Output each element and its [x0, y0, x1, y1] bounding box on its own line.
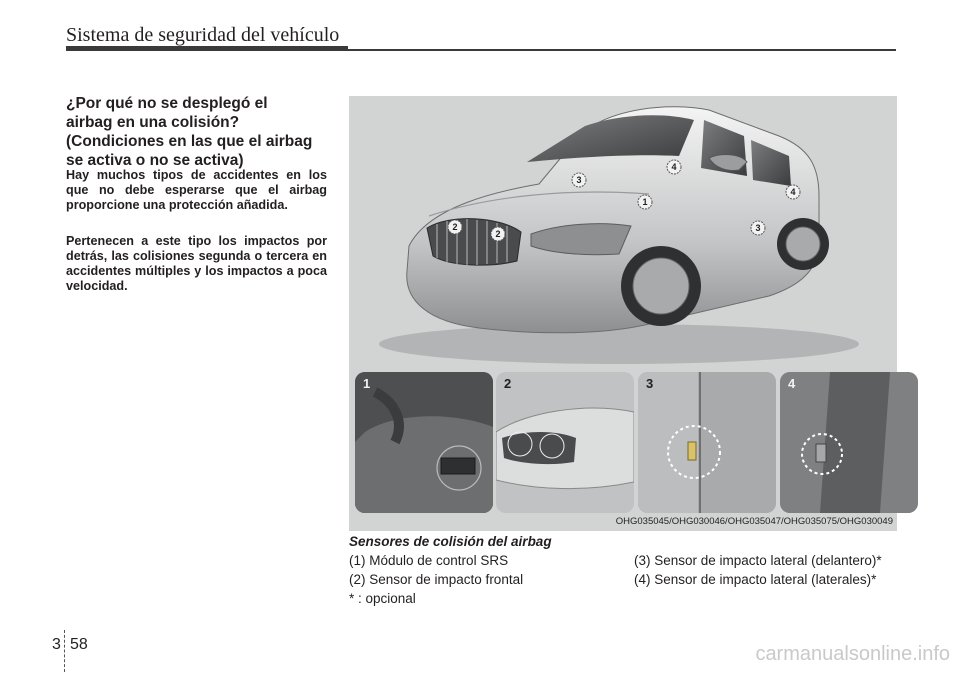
- caption-item-2: (2) Sensor de impacto frontal: [349, 572, 524, 587]
- detail-number-1: 1: [363, 376, 371, 391]
- section-heading: [66, 94, 336, 170]
- figure-code: OHG035045/OHG030046/OHG035047/OHG035075/OHG030049: [615, 516, 893, 527]
- detail-front-sensor: [496, 372, 634, 513]
- caption-item-4: (4) Sensor de impacto lateral (laterales)*: [634, 572, 877, 587]
- car-marker-3a: 3: [576, 175, 582, 185]
- detail-srs-module: [355, 372, 493, 513]
- detail-side-sensor-lateral: [780, 372, 918, 513]
- page-number: 58: [70, 636, 88, 653]
- header-rule-thin: [348, 49, 896, 51]
- car-marker-2a: 2: [452, 222, 458, 232]
- srs-module-illustration: [355, 372, 493, 513]
- heading-line-4: se activa o no se activa): [66, 152, 244, 169]
- header-rule-thick: [66, 46, 348, 51]
- watermark: carmanualsonline.info: [755, 643, 950, 665]
- side-sensor-front-illustration: [638, 372, 776, 513]
- detail-number-3: 3: [646, 376, 654, 391]
- caption-title: Sensores de colisión del airbag: [349, 534, 552, 549]
- detail-side-sensor-front: [638, 372, 776, 513]
- paragraph-impacts: Pertenecen a este tipo los impactos por detrás, las colisiones segunda o tercera en accidentes múltiples y los impactos a poca velocidad.: [66, 234, 327, 293]
- page-number-divider: [64, 630, 65, 672]
- airbag-sensors-figure: [349, 96, 897, 531]
- car-marker-3b: 3: [755, 223, 761, 233]
- chapter-number: 3: [52, 636, 61, 653]
- detail-number-2: 2: [504, 376, 512, 391]
- caption-item-3: (3) Sensor de impacto lateral (delantero)*: [634, 553, 882, 568]
- paragraph-accidents: Hay muchos tipos de accidentes en los que no debe esperarse que el airbag proporcione una protección añadida.: [66, 168, 327, 212]
- heading-line-2: airbag en una colisión?: [66, 114, 240, 131]
- caption-note: * : opcional: [349, 591, 416, 606]
- heading-line-1: ¿Por qué no se desplegó el: [66, 95, 268, 112]
- car-marker-4b: 4: [790, 187, 796, 197]
- car-marker-4a: 4: [671, 162, 677, 172]
- car-marker-1: 1: [642, 197, 648, 207]
- detail-number-4: 4: [788, 376, 796, 391]
- page-header-title: Sistema de seguridad del vehículo: [66, 24, 340, 46]
- side-sensor-lateral-illustration: [780, 372, 918, 513]
- heading-line-3: (Condiciones en las que el airbag: [66, 133, 313, 150]
- front-sensor-illustration: [496, 372, 634, 513]
- caption-item-1: (1) Módulo de control SRS: [349, 553, 509, 568]
- car-marker-2b: 2: [495, 229, 501, 239]
